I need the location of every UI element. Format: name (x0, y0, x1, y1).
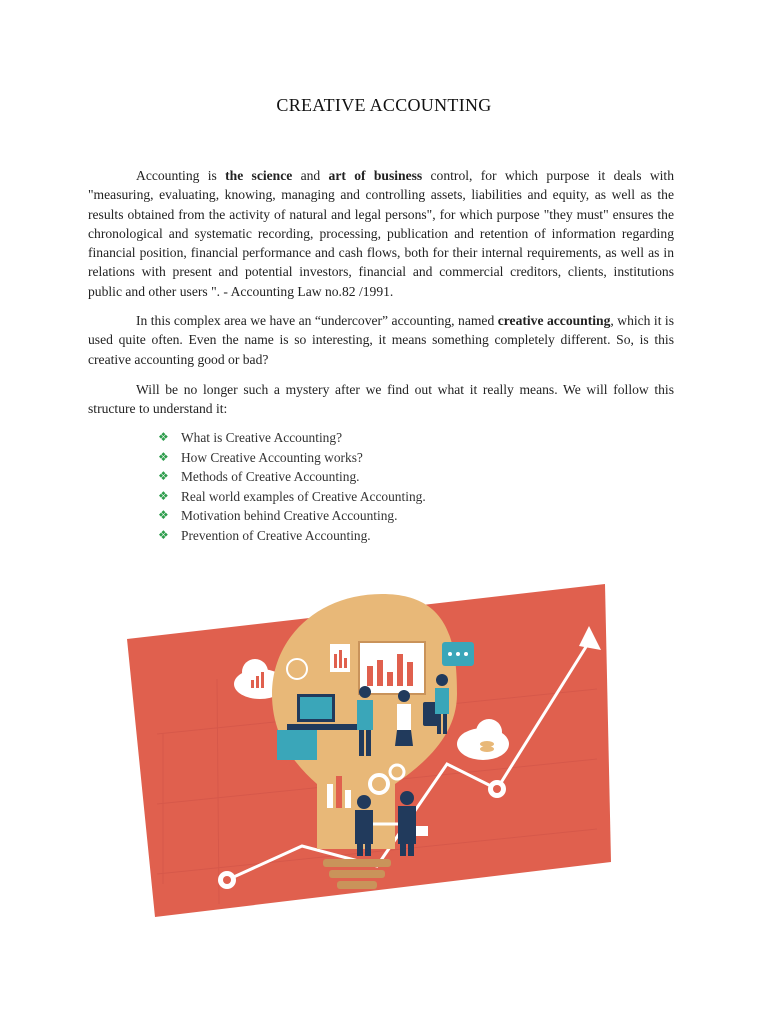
list-item-label: Motivation behind Creative Accounting. (181, 508, 398, 524)
list-item-label: Methods of Creative Accounting. (181, 469, 360, 485)
list-item (158, 526, 426, 546)
office-desk (287, 724, 365, 730)
office-chair (277, 730, 317, 760)
text-span: , which it is used quite often. Even the name is so interesting, it means something completely different. So, is this creative accounting good or bad? (88, 313, 674, 367)
list-item-label: What is Creative Accounting? (181, 430, 343, 445)
list-item-label: How Creative Accounting works? (181, 449, 363, 465)
text-span: and (292, 168, 329, 183)
text-span: Will be no longer such a mystery after we find out what it really means. We will follow this structure to understand it: (88, 382, 674, 417)
lightbulb-base (329, 870, 385, 878)
paragraph-structure-intro (88, 380, 674, 419)
bold-term: the science (225, 168, 293, 183)
lightbulb-business-illustration-icon (127, 584, 611, 917)
list-item (158, 448, 426, 468)
paragraph-accounting-definition (88, 166, 674, 301)
list-item-label: Real world examples of Creative Accounting. (181, 488, 426, 504)
list-item (158, 506, 426, 526)
text-span: Accounting is (136, 168, 226, 183)
trend-point-center (493, 785, 501, 793)
diamond-bullet-icon: ❖ (158, 527, 169, 542)
bar-icon (327, 784, 333, 808)
text-span: control, for which purpose it deals with "measuring, evaluating, knowing, managing and controlling assets, liabilities and equity, as well as the results obtained from the activity of natural and legal persons", for which purpose "they must" ensures the chronological and systematic recording, processing, publication and retention of information regarding financial position, financial performance and cash flows, both for their internal requirements, as well as in relations with present and potential investors, financial and commercial creditors, clients, institutions public and other users ". - Accounting Law no.82 /1991. (88, 168, 674, 299)
bold-term: art of business (328, 168, 423, 183)
document-title: CREATIVE ACCOUNTING (276, 95, 492, 115)
trend-point-center (223, 876, 231, 884)
list-item (158, 428, 426, 448)
paragraph-undercover-accounting (88, 311, 674, 369)
lightbulb-base (323, 859, 391, 867)
list-item (158, 467, 426, 487)
diamond-bullet-icon: ❖ (158, 449, 169, 464)
list-item-label: Prevention of Creative Accounting. (181, 527, 371, 543)
lightbulb-base (337, 881, 377, 889)
list-item (158, 487, 426, 507)
bold-term: creative accounting (497, 313, 611, 328)
diamond-bullet-icon: ❖ (158, 430, 169, 444)
diamond-bullet-icon: ❖ (158, 469, 169, 484)
diamond-bullet-icon: ❖ (158, 488, 169, 503)
text-span: In this complex area we have an “undercover” accounting, named (136, 313, 498, 328)
diamond-bullet-icon: ❖ (158, 508, 169, 523)
structure-list (158, 428, 426, 546)
